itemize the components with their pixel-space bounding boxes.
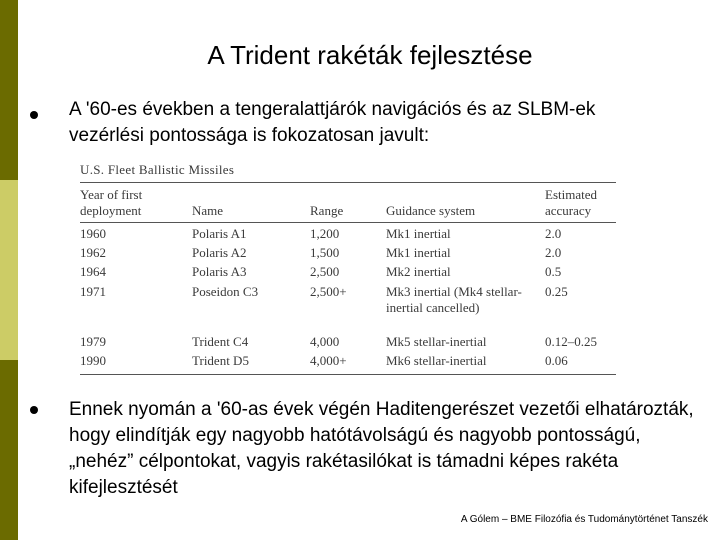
cell-range: 2,500+ bbox=[310, 284, 347, 299]
cell-range: 2,500 bbox=[310, 264, 340, 279]
slide-sidebar bbox=[0, 0, 18, 540]
cell-accuracy: 2.0 bbox=[545, 226, 562, 241]
header-range: Range bbox=[310, 203, 344, 218]
cell-year: 1962 bbox=[80, 245, 106, 260]
bullet-text-1: A '60-es években a tengeralattjárók navigációs és az SLBM-ek vezérlési pontossága is fokozatosan javult: bbox=[69, 99, 596, 146]
cell-range: 1,200 bbox=[310, 226, 340, 241]
header-year: Year of first deployment bbox=[80, 187, 143, 218]
cell-guidance: Mk6 stellar-inertial bbox=[386, 353, 487, 368]
cell-range: 1,500 bbox=[310, 245, 340, 260]
cell-range: 4,000+ bbox=[310, 353, 347, 368]
cell-accuracy: 2.0 bbox=[545, 245, 562, 260]
table-rule-bottom bbox=[80, 374, 616, 375]
sidebar-segment-dark-top bbox=[0, 0, 18, 180]
cell-name: Poseidon C3 bbox=[192, 284, 259, 299]
slide-title: A Trident rakéták fejlesztése bbox=[207, 40, 533, 70]
cell-name: Polaris A3 bbox=[192, 264, 247, 279]
cell-accuracy: 0.12–0.25 bbox=[545, 334, 597, 349]
sidebar-segment-dark-bottom bbox=[0, 360, 18, 540]
cell-guidance: Mk2 inertial bbox=[386, 264, 451, 279]
cell-range: 4,000 bbox=[310, 334, 340, 349]
cell-accuracy: 0.25 bbox=[545, 284, 568, 299]
header-guidance: Guidance system bbox=[386, 203, 476, 218]
cell-guidance: Mk1 inertial bbox=[386, 226, 451, 241]
table-caption: U.S. Fleet Ballistic Missiles bbox=[80, 162, 235, 177]
cell-year: 1971 bbox=[80, 284, 106, 299]
cell-name: Polaris A1 bbox=[192, 226, 247, 241]
header-accuracy: Estimated accuracy bbox=[545, 187, 597, 218]
cell-year: 1960 bbox=[80, 226, 106, 241]
table-rule-header bbox=[80, 222, 616, 223]
cell-guidance: Mk3 inertial (Mk4 stellar-inertial cancelled) bbox=[386, 284, 522, 315]
slide-footer: A Gólem – BME Filozófia és Tudománytörténet Tanszék bbox=[460, 514, 708, 525]
cell-name: Trident D5 bbox=[192, 353, 249, 368]
cell-guidance: Mk5 stellar-inertial bbox=[386, 334, 487, 349]
cell-accuracy: 0.06 bbox=[545, 353, 568, 368]
sidebar-segment-light bbox=[0, 180, 18, 360]
cell-name: Trident C4 bbox=[192, 334, 249, 349]
cell-name: Polaris A2 bbox=[192, 245, 247, 260]
cell-year: 1964 bbox=[80, 264, 106, 279]
cell-year: 1990 bbox=[80, 353, 106, 368]
bullet-icon bbox=[30, 406, 38, 414]
missile-table-image bbox=[80, 160, 616, 378]
header-name: Name bbox=[192, 203, 224, 218]
bullet-icon bbox=[30, 111, 38, 119]
cell-year: 1979 bbox=[80, 334, 106, 349]
cell-accuracy: 0.5 bbox=[545, 264, 562, 279]
table-rule-top bbox=[80, 182, 616, 183]
cell-guidance: Mk1 inertial bbox=[386, 245, 451, 260]
bullet-text-2: Ennek nyomán a '60-as évek végén Haditengerészet vezetői elhatározták, hogy elindítják egy nagyobb hatótávolságú és nagyobb pontosságú, „nehéz” célpontokat, vagyis rakétasilókat is támadni képes rakéta kifejlesztését bbox=[69, 399, 694, 498]
